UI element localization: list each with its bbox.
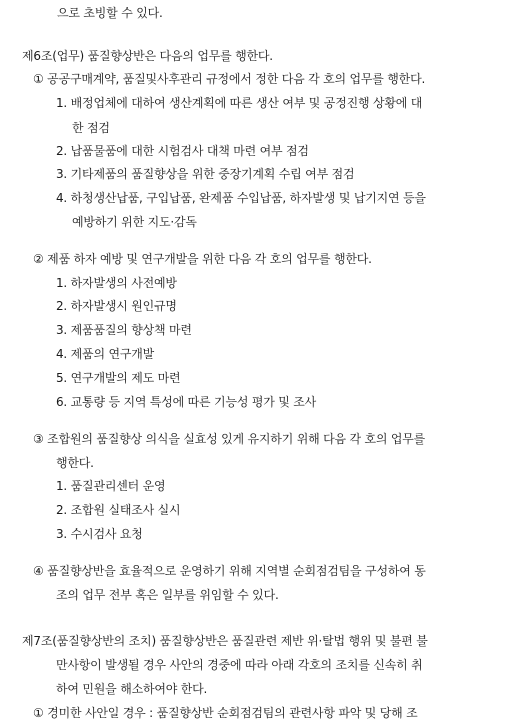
paragraph-continuation: 조의 업무 전부 혹은 일부를 위임할 수 있다.	[56, 588, 279, 602]
article-6-heading: 제6조(업무) 품질향상반은 다음의 업무를 행한다.	[22, 49, 273, 63]
paragraph-2: ② 제품 하자 예방 및 연구개발을 위한 다음 각 호의 업무를 행한다.	[33, 252, 372, 266]
paragraph-continuation: 행한다.	[56, 456, 94, 470]
list-item: 1. 품질관리센터 운영	[56, 479, 166, 493]
list-item: 6. 교통량 등 지역 특성에 따른 기능성 평가 및 조사	[56, 395, 317, 409]
list-item: 2. 조합원 실태조사 실시	[56, 503, 181, 517]
list-item: 2. 납품물품에 대한 시험검사 대책 마련 여부 점검	[56, 144, 309, 158]
paragraph-3: ③ 조합원의 품질향상 의식을 실효성 있게 유지하기 위해 다음 각 호의 업무를	[33, 432, 426, 446]
list-item: 3. 제품품질의 향상책 마련	[56, 323, 192, 337]
paragraph-1: ① 공공구매계약, 품질및사후관리 규정에서 정한 다음 각 호의 업무를 행한다.	[33, 72, 426, 86]
list-item: 3. 수시검사 요청	[56, 527, 143, 541]
list-item: 1. 하자발생의 사전예방	[56, 276, 177, 290]
list-item-continuation: 한 점검	[72, 121, 110, 135]
list-item-continuation: 예방하기 위한 지도·감독	[72, 215, 197, 229]
paragraph-4: ④ 품질향상반을 효율적으로 운영하기 위해 지역별 순회점검팀을 구성하여 동	[33, 564, 426, 578]
paragraph-1: ① 경미한 사안일 경우 : 품질향상반 순회점검팀의 관련사항 파악 및 당해 조	[33, 706, 418, 720]
list-item: 3. 기타제품의 품질향상을 위한 중장기계획 수립 여부 점검	[56, 167, 355, 181]
list-item: 2. 하자발생시 원인규명	[56, 299, 177, 313]
list-item: 5. 연구개발의 제도 마련	[56, 371, 181, 385]
list-item: 1. 배정업체에 대하여 생산계획에 따른 생산 여부 및 공정진행 상황에 대	[56, 96, 423, 110]
article-continuation: 만사항이 발생될 경우 사안의 경중에 따라 아래 각호의 조치를 신속히 취	[56, 658, 423, 672]
list-item: 4. 하청생산납품, 구입납품, 완제품 수입납품, 하자발생 및 납기지연 등을	[56, 191, 426, 205]
article-7-heading: 제7조(품질향상반의 조치) 품질향상반은 품질관련 제반 위·탈법 행위 및 불편 불	[22, 634, 428, 648]
list-item: 4. 제품의 연구개발	[56, 347, 155, 361]
article-continuation: 하여 민원을 해소하여야 한다.	[56, 682, 208, 696]
text-line: 으로 초빙할 수 있다.	[57, 6, 163, 20]
